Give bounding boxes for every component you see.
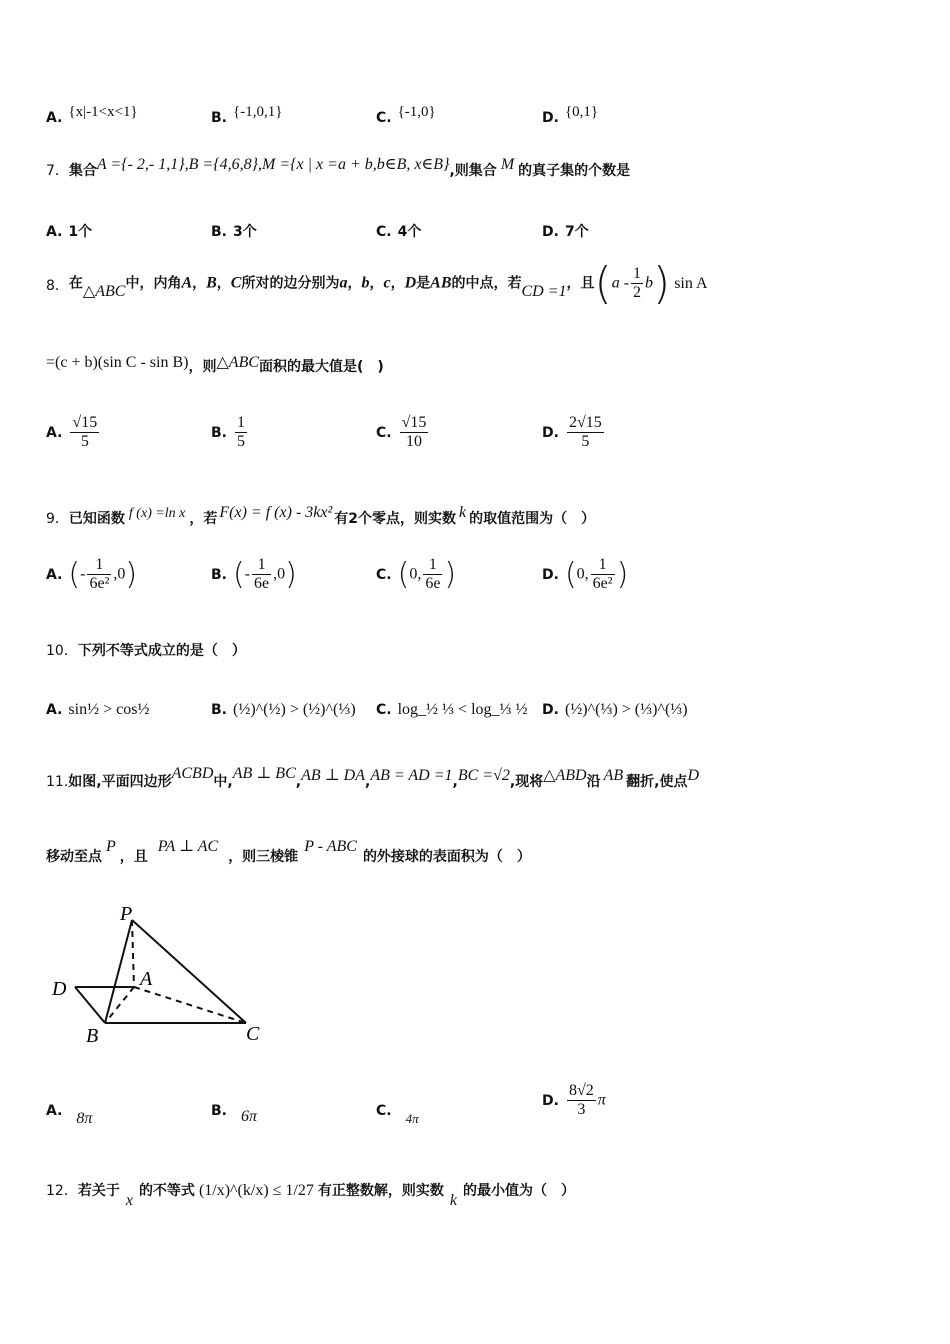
question-8-line-2: =(c + b)(sin C - sin B)，则△ABC面积的最大值是( ) — [46, 354, 384, 375]
question-12: 12．若关于x的不等式 (1/x)^(k/x) ≤ 1/27 有正整数解，则实数k的最小值为（ ） — [46, 1182, 575, 1209]
question-11-line-2: 移动至点P，且PA ⊥ AC，则三棱锥P - ABC的外接球的表面积为（ ） — [46, 838, 531, 865]
label-c: C — [246, 1023, 260, 1045]
q6-option-d: D. {0,1} — [542, 104, 599, 126]
q8-option-a: A. $\frac{√15}{5}$ — [46, 414, 98, 450]
edge-db — [75, 987, 105, 1023]
question-8: 8．在△ABC中，内角A，B，C所对的边分别为a，b，c，D是AB的中点，若CD =1，且(a - $\frac{1}{2}$ b) sin A — [46, 258, 708, 309]
q9-option-d: D. (0, $\frac{1}{\text{6e²}}$ ) — [542, 556, 629, 592]
question-10: 10．下列不等式成立的是（ ） — [46, 643, 246, 659]
q7-option-c: C. 4个 — [376, 224, 422, 240]
q11-option-d: D. $\frac{8√2}{3}$ π — [542, 1082, 606, 1118]
q9-option-b: B. (- $\frac{1}{6e}$ ,0) — [211, 556, 297, 592]
q10-option-b: B. (½)^(½) > (½)^(⅓) — [211, 701, 356, 718]
label-d: D — [52, 978, 67, 1000]
edge-pa-hidden — [132, 920, 134, 987]
q11-option-b: B. 6π — [211, 1103, 258, 1125]
q11-option-c: C. 4π — [376, 1103, 419, 1126]
question-11: 11.如图,平面四边形ACBD中,AB ⊥ BC,AB ⊥ DA,AB = AD =1,BC =√2,现将△ABD沿 AB 翻折,使点D — [46, 765, 700, 790]
q6-option-c: C. {-1,0} — [376, 104, 436, 126]
label-p: P — [120, 903, 133, 925]
q10-option-d: D. (½)^(⅓) > (⅓)^(⅓) — [542, 701, 688, 718]
q9-option-c: C. (0, $\frac{1}{6e}$ ) — [376, 556, 457, 592]
q9-option-a: A. (- $\frac{1}{\text{6e²}}$ ,0) — [46, 556, 138, 592]
q7-option-b: B. 3个 — [211, 224, 257, 240]
q8-option-c: C. $\frac{√15}{10}$ — [376, 414, 427, 450]
pyramid-figure — [48, 895, 278, 1055]
q10-option-c: C. log_½ ⅓ < log_⅓ ½ — [376, 701, 528, 718]
label-a: A — [140, 968, 153, 990]
q7-option-d: D. 7个 — [542, 224, 589, 240]
question-9: 9．已知函数 f (x) =ln x ，若 F(x) = f (x) - 3kx² 有2个零点，则实数 k 的取值范围为（ ） — [46, 504, 596, 527]
q8-option-d: D. $\frac{2√15}{5}$ — [542, 414, 602, 450]
q10-option-a: A. sin½ > cos½ — [46, 701, 150, 718]
question-7: 7．集合A ={- 2,- 1,1},B ={4,6,8},M ={x | x =a + b,b∈B, x∈B},则集合 M 的真子集的个数是 — [46, 156, 631, 179]
label-b: B — [86, 1025, 99, 1047]
q8-option-b: B. $\frac{1}{5}$ — [211, 414, 245, 450]
q6-option-a: A. {x|-1<x<1} — [46, 104, 138, 126]
edge-ac-hidden — [134, 987, 246, 1023]
fraction-half: $\frac{1}{2}$ — [633, 265, 642, 301]
q6-option-b: B. {-1,0,1} — [211, 104, 283, 126]
q11-option-a: A. 8π — [46, 1103, 93, 1127]
q7-option-a: A. 1个 — [46, 224, 93, 240]
